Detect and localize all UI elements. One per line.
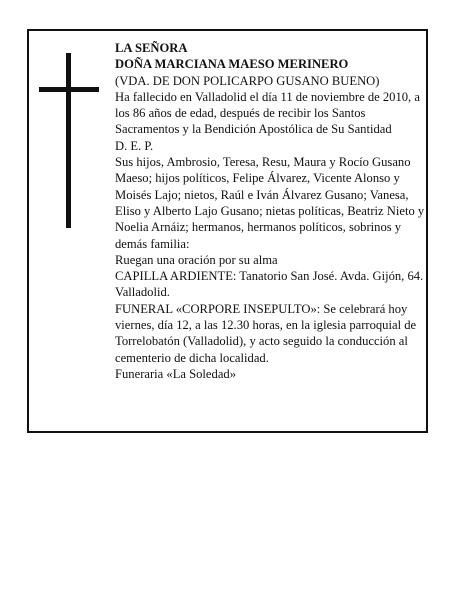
funeral-info: FUNERAL «CORPORE INSEPULTO»: Se celebrará hoy viernes, día 12, a las 12.30 horas, en la iglesia parroquial de Torrelobatón (Valladolid), y acto seguido la conducción al cementerio de dicha localidad. (115, 301, 417, 365)
cross-horizontal-bar (39, 87, 99, 92)
obituary-notice (27, 29, 428, 433)
death-statement: Ha fallecido en Valladolid el día 11 de noviembre de 2010, a los 86 años de edad, después de recibir los Santos Sacramentos y la Bendición Apostólica de Su Santidad (115, 89, 420, 137)
prayer-request: Ruegan una oración por su alma (115, 252, 278, 267)
notice-text (115, 40, 425, 382)
notice-title: LA SEÑORA (115, 41, 188, 55)
cross-icon (39, 53, 99, 228)
funeral-home: Funeraria «La Soledad» (115, 366, 236, 381)
chapel-info: CAPILLA ARDIENTE: Tanatorio San José. Avda. Gijón, 64. Valladolid. (115, 269, 424, 300)
deceased-name: DOÑA MARCIANA MAESO MERINERO (115, 57, 349, 72)
rip-line: D. E. P. (115, 138, 154, 153)
widow-of-line: (VDA. DE DON POLICARPO GUSANO BUENO) (115, 73, 380, 88)
family-list: Sus hijos, Ambrosio, Teresa, Resu, Maura y Rocío Gusano Maeso; hijos políticos, Felipe Álvarez, Vicente Alonso y Moisés Lajo; nietos, Raúl e Iván Álvarez Gusano; Vanesa, Eliso y Alberto Lajo Gusano; nietas políticas, Beatriz Nieto y Noelia Arnáiz; hermanos, hermanos políticos, sobrinos y demás familia: (115, 155, 425, 251)
cross-vertical-bar (66, 53, 71, 228)
